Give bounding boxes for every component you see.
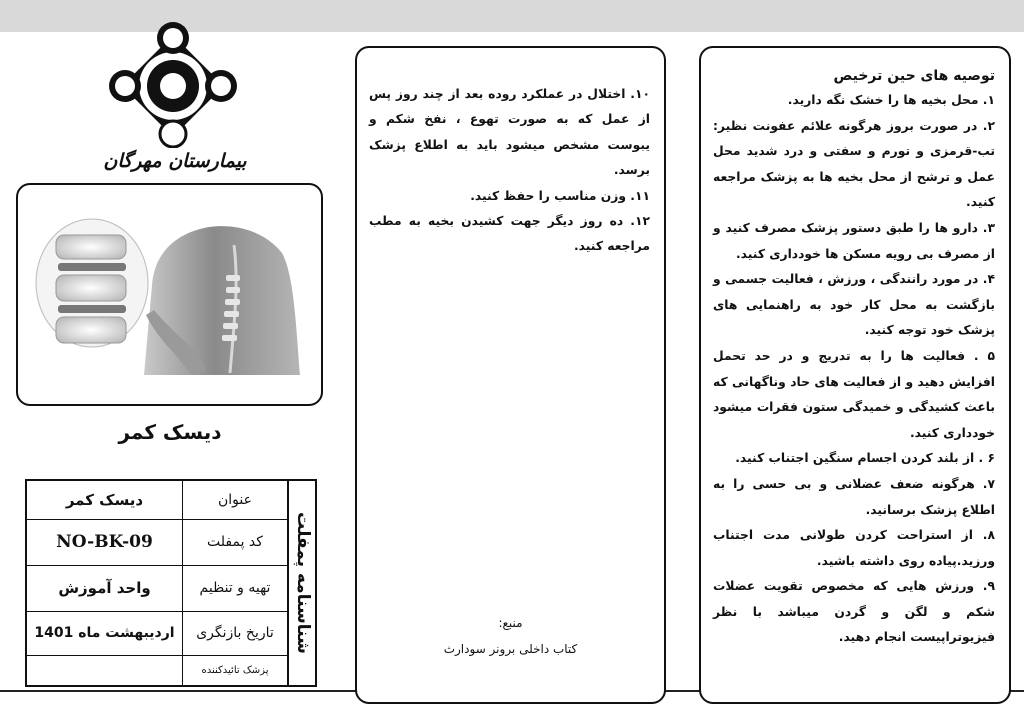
id-key: پزشک تائیدکننده xyxy=(183,655,288,685)
recommendation-item: ۱۰. اختلال در عملکرد روده بعد از چند روز پس از عمل که به صورت تهوع ، نفخ شکم و یبوست مشخص میشود باید به اطلاع پزشک برسد. xyxy=(369,87,650,178)
recommendation-item: ۸. از استراحت کردن طولانی مدت اجتناب ورزید.پیاده روی داشته باشید. xyxy=(713,528,995,568)
id-value: NO-BK-09 xyxy=(27,519,183,565)
id-key: عنوان xyxy=(183,481,288,519)
section-title: توصیه های حین ترخیص xyxy=(833,68,995,84)
recommendation-item: ۷. هرگونه ضعف عضلانی و بی حسی را به اطلاع پزشک برسانید. xyxy=(713,476,995,517)
id-row-revision xyxy=(27,611,287,655)
id-row-prepared xyxy=(27,565,287,611)
hospital-logo-icon xyxy=(103,18,243,148)
id-value xyxy=(27,655,183,685)
source-label: منبع: xyxy=(498,616,523,630)
recommendation-item: ۶ . از بلند کردن اجسام سنگین اجتناب کنید. xyxy=(735,451,995,466)
recommendation-item: ۵ . فعالیت ها را به تدریج و در حد تحمل افزایش دهید و از فعالیت های حاد وناگهانی که باعث کشیدگی و خمیدگی ستون فقرات میشود خودداری کنید. xyxy=(713,348,995,440)
recommendation-item: ۱۱. وزن مناسب را حفظ کنید. xyxy=(470,188,650,203)
recommendation-item: ۱۲. ده روز دیگر جهت کشیدن بخیه به مطب مراجعه کنید. xyxy=(369,214,650,254)
recommendation-item: ۱. محل بخیه ها را خشک نگه دارید. xyxy=(787,93,995,107)
id-value: اردیبهشت ماه 1401 xyxy=(27,611,183,655)
photo-frame xyxy=(16,183,323,406)
recommendation-item: ۲. در صورت بروز هرگونه علائم عفونت نظیر: تب-قرمزی و تورم و سفتی و درد شدید محل عمل و ترشح از محل بخیه ها به پزشک مراجعه کنید. xyxy=(713,118,995,210)
recommendation-item: ۳. دارو ها را طبق دستور پزشک مصرف کنید و از مصرف بی رویه مسکن ها خودداری کنید. xyxy=(713,220,995,261)
source-text: کتاب داخلی برونر سودارث xyxy=(443,642,578,656)
pamphlet-id-table xyxy=(25,479,317,687)
id-table-heading: شناسنامه پمفلت xyxy=(293,512,313,654)
id-table-heading-cell xyxy=(287,481,317,685)
id-table-grid xyxy=(27,481,287,685)
id-row-approver xyxy=(27,655,287,685)
id-value: واحد آموزش xyxy=(27,565,183,611)
recommendation-item: ۹. ورزش هایی که مخصوص تقویت عضلات شکم و لگن و گردن میباشد با نظر فیزیوتراپیست انجام دهید. xyxy=(713,579,995,645)
id-key: تاریخ بازنگری xyxy=(183,611,288,655)
continued-recommendations-panel xyxy=(355,46,666,704)
discharge-recommendations-panel xyxy=(699,46,1011,704)
id-key: تهیه و تنظیم xyxy=(183,565,288,611)
id-key: کد پمفلت xyxy=(183,519,288,565)
id-row-title xyxy=(27,481,287,519)
pamphlet-title: دیسک کمر xyxy=(118,420,222,444)
id-value: دیسک کمر xyxy=(27,481,183,519)
source-block xyxy=(357,610,664,662)
id-row-code xyxy=(27,519,287,565)
hospital-name: بیمارستان مهرگان xyxy=(103,150,247,172)
back-pain-photo xyxy=(34,215,300,375)
recommendation-item: ۴. در مورد رانندگی ، ورزش ، فعالیت جسمی و بازگشت به محل کار خود به راهنمایی های پزشک خود توجه کنید. xyxy=(713,272,995,338)
